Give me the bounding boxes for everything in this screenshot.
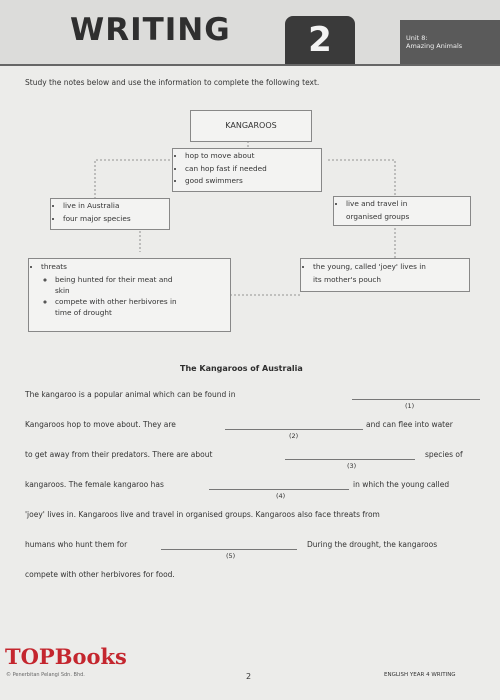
story-text-segment: humans who hunt them for: [25, 540, 128, 549]
list-item: • live in Australia: [63, 200, 169, 213]
center-notes-box: [172, 148, 322, 192]
story-text-segment: compete with other herbivores for food.: [25, 570, 175, 579]
topbooks-logo: TOPBooks: [5, 644, 127, 669]
story-text-segment: 'joey' lives in. Kangaroos live and travel in organised groups. Kangaroos also face threats from: [25, 510, 380, 519]
story-line: [25, 570, 480, 600]
story-text-segment: in which the young called: [353, 480, 450, 489]
diagram-title: KANGAROOS: [225, 121, 277, 130]
section-number-tab: 2: [285, 16, 355, 64]
blank-number: (2): [289, 432, 299, 440]
list-item: its mother's pouch: [313, 274, 382, 284]
list-item: • live and travel in: [346, 198, 470, 211]
story-text-segment: During the drought, the kangaroos: [307, 540, 438, 549]
story-text-segment: The kangaroo is a popular animal which can be found in: [25, 390, 236, 399]
story-text-segment: and can flee into water: [366, 420, 453, 429]
page-number: 2: [246, 672, 252, 681]
blank-number: (5): [226, 552, 236, 560]
list-item: • the young, called 'joey' lives in: [313, 261, 469, 274]
story-title: The Kangaroos of Australia: [180, 364, 303, 373]
answer-blank-3[interactable]: [285, 459, 415, 460]
story-line: [25, 450, 480, 480]
publisher-credit: © Penerbitan Pelangi Sdn. Bhd.: [6, 672, 85, 678]
answer-blank-2[interactable]: [225, 429, 363, 430]
section-title: WRITING: [70, 12, 231, 48]
groups-notes-box: [333, 196, 471, 226]
story-line: [25, 480, 480, 510]
story-text: [25, 390, 480, 600]
list-item: • hop to move about: [185, 150, 321, 163]
list-item: skin: [55, 285, 70, 295]
list-item: • can hop fast if needed: [185, 163, 321, 176]
book-title-footer: ENGLISH YEAR 4 WRITING: [384, 672, 456, 678]
story-text-segment: species of: [425, 450, 463, 459]
unit-number: Unit 8:: [406, 34, 428, 42]
list-item: • good swimmers: [185, 175, 321, 188]
diagram-title-box: [190, 110, 312, 142]
blank-number: (3): [347, 462, 357, 470]
story-line: [25, 420, 480, 450]
blank-number: (4): [276, 492, 286, 500]
instruction-text: Study the notes below and use the information to complete the following text.: [25, 78, 320, 87]
list-item: time of drought: [55, 307, 112, 317]
list-item: ◦ compete with other herbivores in: [55, 296, 230, 307]
story-line: [25, 510, 480, 540]
young-notes-box: [300, 258, 470, 292]
threats-label: • threats: [41, 261, 230, 274]
answer-blank-4[interactable]: [209, 489, 349, 490]
story-text-segment: to get away from their predators. There are about: [25, 450, 213, 459]
answer-blank-1[interactable]: [352, 399, 480, 400]
list-item: ◦ being hunted for their meat and: [55, 274, 230, 285]
answer-blank-5[interactable]: [161, 549, 297, 550]
blank-number: (1): [405, 402, 415, 410]
story-line: [25, 390, 480, 420]
unit-theme: Amazing Animals: [406, 42, 463, 50]
story-text-segment: kangaroos. The female kangaroo has: [25, 480, 164, 489]
threats-notes-box: [28, 258, 231, 332]
story-line: [25, 540, 480, 570]
list-item: • four major species: [63, 213, 169, 226]
location-notes-box: [50, 198, 170, 230]
story-text-segment: Kangaroos hop to move about. They are: [25, 420, 176, 429]
list-item: organised groups: [346, 211, 410, 221]
